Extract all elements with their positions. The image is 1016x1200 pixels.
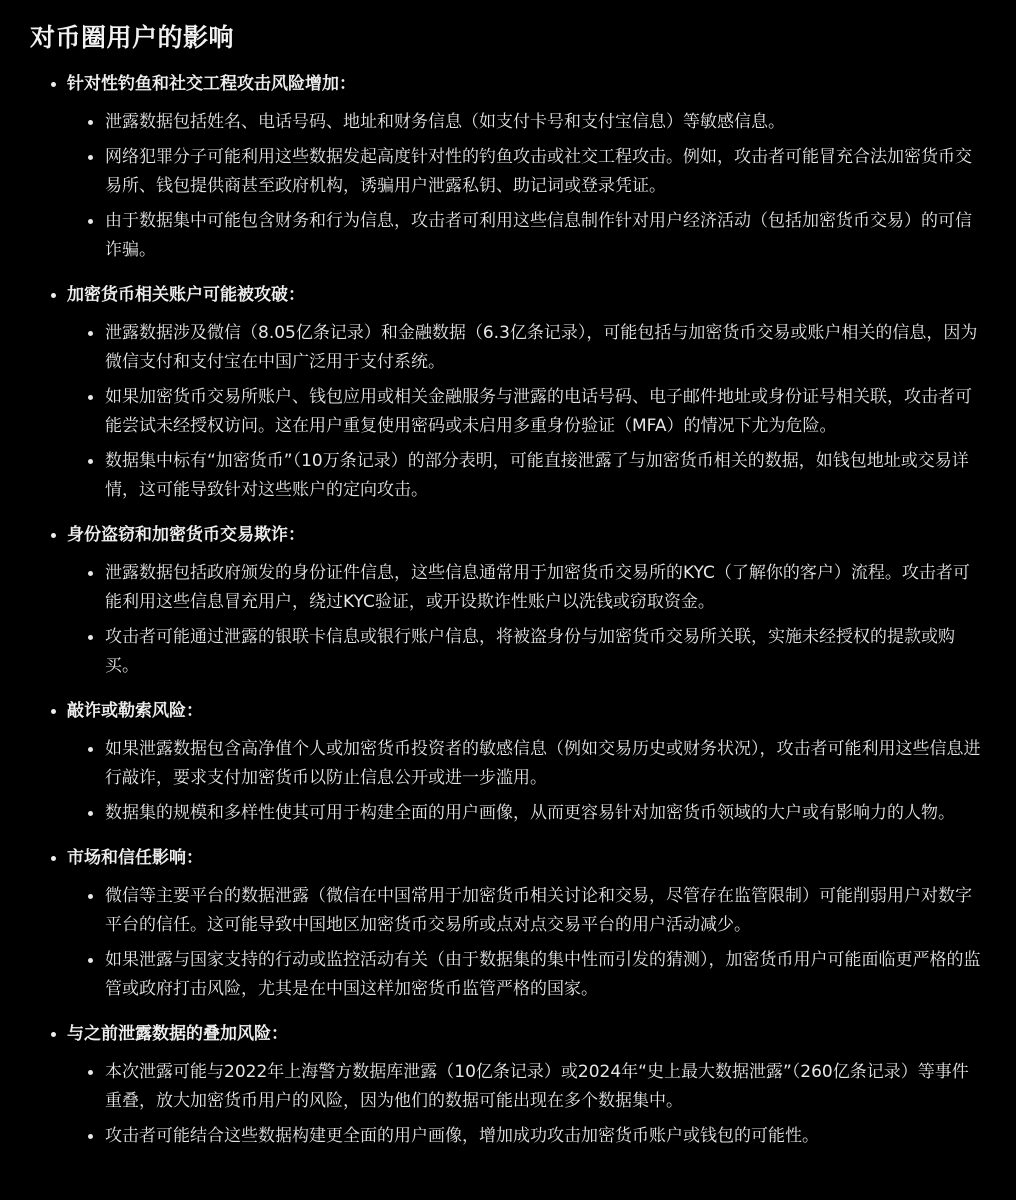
section-item [30,693,1016,828]
section-item [30,517,1016,681]
list-item [67,207,985,265]
section-heading: 加密货币相关账户可能被攻破： [67,285,305,305]
bullet-dot-icon [88,155,93,160]
bullet-dot-icon [51,856,56,861]
section-list [30,66,1016,1151]
bullet-dot-icon [88,571,93,576]
list-item [67,143,985,201]
point-list [67,559,1016,681]
bullet-dot-icon [88,811,93,816]
bullet-dot-icon [88,894,93,899]
list-item-text: 泄露数据包括姓名、电话号码、地址和财务信息（如支付卡号和支付宝信息）等敏感信息。 [105,112,785,132]
list-item [67,623,985,681]
section-heading: 市场和信任影响： [67,848,203,868]
list-item-text: 数据集的规模和多样性使其可用于构建全面的用户画像，从而更容易针对加密货币领域的大户或有影响力的人物。 [105,803,955,823]
list-item [67,946,985,1004]
list-item-text: 网络犯罪分子可能利用这些数据发起高度针对性的钓鱼攻击或社交工程攻击。例如，攻击者可能冒充合法加密货币交易所、钱包提供商甚至政府机构，诱骗用户泄露私钥、助记词或登录凭证。 [105,147,972,196]
page-title: 对币圈用户的影响 [30,23,235,52]
list-item-text: 泄露数据涉及微信（8.05亿条记录）和金融数据（6.3亿条记录），可能包括与加密货币交易或账户相关的信息，因为微信支付和支付宝在中国广泛用于支付系统。 [105,323,978,372]
bullet-dot-icon [51,82,56,87]
list-item [67,108,985,137]
section-heading: 针对性钓鱼和社交工程攻击风险增加： [67,74,356,94]
list-item-text: 攻击者可能通过泄露的银联卡信息或银行账户信息，将被盗身份与加密货币交易所关联，实施未经授权的提款或购买。 [105,627,955,676]
bullet-dot-icon [51,293,56,298]
bullet-dot-icon [88,395,93,400]
bullet-dot-icon [88,1070,93,1075]
list-item [67,1058,985,1116]
list-item-text: 如果泄露与国家支持的行动或监控活动有关（由于数据集的集中性而引发的猜测），加密货币用户可能面临更严格的监管或政府打击风险，尤其是在中国这样加密货币监管严格的国家。 [105,950,981,999]
section-item [30,66,1016,265]
list-item-text: 本次泄露可能与2022年上海警方数据库泄露（10亿条记录）或2024年“史上最大数据泄露”（260亿条记录）等事件重叠，放大加密货币用户的风险，因为他们的数据可能出现在多个数据集中。 [105,1062,969,1111]
bullet-dot-icon [51,709,56,714]
list-item-text: 攻击者可能结合这些数据构建更全面的用户画像，增加成功攻击加密货币账户或钱包的可能性。 [105,1126,819,1146]
list-item-text: 如果泄露数据包含高净值个人或加密货币投资者的敏感信息（例如交易历史或财务状况），攻击者可能利用这些信息进行敲诈，要求支付加密货币以防止信息公开或进一步滥用。 [105,739,981,788]
point-list [67,1058,1016,1151]
bullet-dot-icon [51,1032,56,1037]
bullet-dot-icon [88,747,93,752]
section-heading: 敲诈或勒索风险： [67,701,203,721]
section-item [30,1016,1016,1151]
bullet-dot-icon [88,331,93,336]
list-item-text: 泄露数据包括政府颁发的身份证件信息，这些信息通常用于加密货币交易所的KYC（了解你的客户）流程。攻击者可能利用这些信息冒充用户，绕过KYC验证，或开设欺诈性账户以洗钱或窃取资金。 [105,563,970,612]
point-list [67,735,1016,828]
list-item-text: 数据集中标有“加密货币”（10万条记录）的部分表明，可能直接泄露了与加密货币相关的数据，如钱包地址或交易详情，这可能导致针对这些账户的定向攻击。 [105,451,969,500]
list-item-text: 由于数据集中可能包含财务和行为信息，攻击者可利用这些信息制作针对用户经济活动（包括加密货币交易）的可信诈骗。 [105,211,972,260]
section-heading: 身份盗窃和加密货币交易欺诈： [67,525,305,545]
list-item [67,1122,985,1151]
list-item [67,735,985,793]
bullet-dot-icon [88,459,93,464]
section-item [30,277,1016,505]
list-item [67,447,985,505]
list-item [67,882,985,940]
section-item [30,840,1016,1004]
point-list [67,882,1016,1004]
section-heading: 与之前泄露数据的叠加风险： [67,1024,288,1044]
bullet-dot-icon [88,1134,93,1139]
bullet-dot-icon [51,533,56,538]
bullet-dot-icon [88,120,93,125]
point-list [67,319,1016,505]
bullet-dot-icon [88,635,93,640]
list-item [67,799,985,828]
list-item-text: 微信等主要平台的数据泄露（微信在中国常用于加密货币相关讨论和交易，尽管存在监管限制）可能削弱用户对数字平台的信任。这可能导致中国地区加密货币交易所或点对点交易平台的用户活动减少。 [105,886,972,935]
list-item [67,559,985,617]
point-list [67,108,1016,265]
list-item [67,319,985,377]
list-item-text: 如果加密货币交易所账户、钱包应用或相关金融服务与泄露的电话号码、电子邮件地址或身份证号相关联，攻击者可能尝试未经授权访问。这在用户重复使用密码或未启用多重身份验证（MFA）的情况下尤为危险。 [105,387,972,436]
bullet-dot-icon [88,958,93,963]
list-item [67,383,985,441]
bullet-dot-icon [88,219,93,224]
